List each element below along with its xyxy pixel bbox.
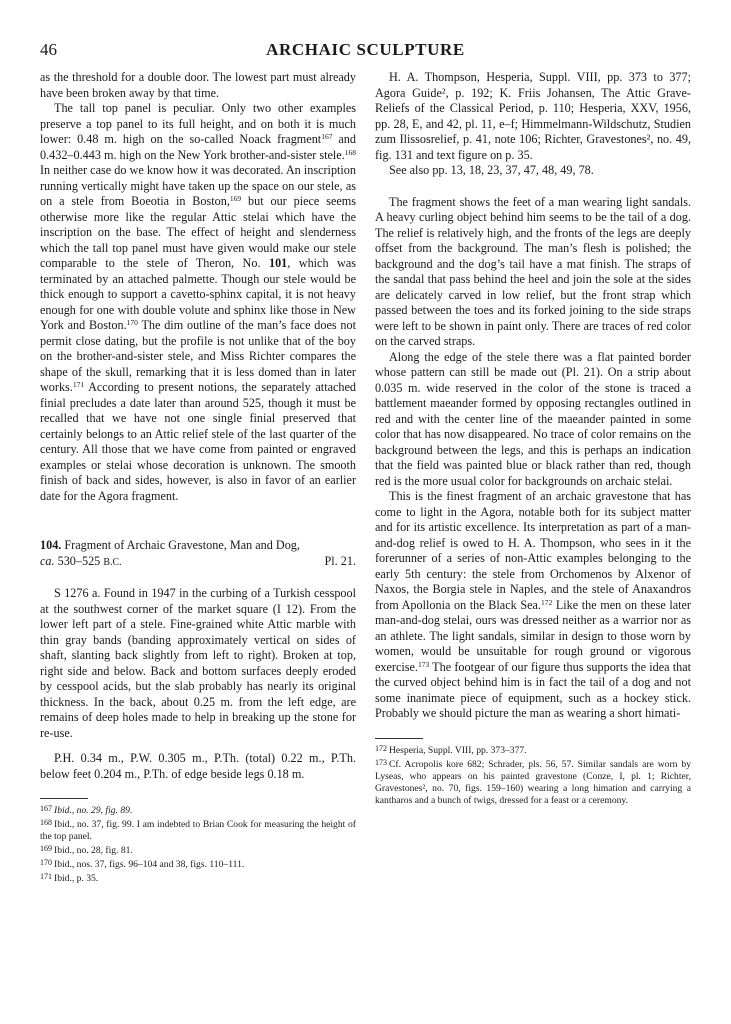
left-column (40, 70, 356, 885)
footnote: $^{167}$ Ibid., no. 29, fig. 89. (40, 804, 133, 816)
entry-date-prefix: ca. (40, 553, 55, 568)
footnote: $^{171}$ Ibid., p. 35. (40, 872, 99, 884)
bibliography: H. A. Thompson, Hesperia, Suppl. VIII, pp. 373 to 377; Agora Guide², p. 192; K. Friis Johansen, The Attic Grave-Reliefs of the Classical Period, p. 110; Hesperia, XXV, 1956, pp. 28, E, and 42, pl. 11, e–f; Himmelmann-Wildschutz, Studien zum Ilissosrelief, p. 41, note 106; Richter, Gravestones², no. 49, fig. 131 and text figure on p. 35. (375, 70, 691, 162)
footnote: $^{170}$ Ibid., nos. 37, figs. 96–104 and 38, figs. 110–111. (40, 858, 245, 870)
page-header (40, 40, 691, 64)
footnote-ref: 173 (417, 659, 430, 669)
footnote-rule (40, 798, 88, 799)
entry-plate: Pl. 21. (324, 553, 356, 568)
footnotes-right (375, 743, 691, 807)
page-number: 46 (40, 40, 57, 59)
footnote: $^{172}$ Hesperia, Suppl. VIII, pp. 373–377. (375, 743, 527, 756)
footnote-ref: 170 (126, 318, 138, 327)
paragraph: Along the edge of the stele there was a flat painted border whose pattern can still be made out (Pl. 21). On a strip about 0.035 m. wide reserved in the color of the stone is traced a battlement maeander formed by opposing rectangles outlined in red and with the center line of the maeander painted in some color that has now disappeared. No trace of color remains on the background between the legs, and this is perhaps an indication that the field was painted blue or black rather than red, though red is the more usual color for backgrounds on archaic stelai. (375, 349, 691, 488)
footnote: $^{169}$ Ibid., no. 28, fig. 81. (40, 844, 133, 856)
footnote-rule (375, 738, 423, 739)
footnote-ref: 169 (229, 194, 242, 203)
footnote-ref: 167 (321, 132, 333, 141)
entry-number: 104. (40, 538, 62, 552)
footnote-ref: 172 (540, 597, 553, 607)
paragraph: as the threshold for a double door. The lowest part must already have been broken away by that time. (40, 70, 356, 100)
entry-dimensions: P.H. 0.34 m., P.W. 0.305 m., P.Th. (total) 0.22 m., P.Th. below feet 0.204 m., P.Th. of edge beside legs 0.18 m. (40, 751, 356, 781)
footnotes-left (40, 803, 356, 885)
entry-era: B.C. (103, 556, 122, 568)
paragraph: This is the finest fragment of an archaic gravestone that has come to light in the Agora, notable both for its subject matter and for its artistic excellence. Its interpretation as part of a man-and-dog relief is owed to H. A. Thompson, who sees in it the forerunner of a series of non-Attic examples belonging to the early 5th century: the stele from Orchomenos by Alxenor of Naxos, the Borgia stele in Naples, and the stele of Anaxandros from Apollonia on the Black Sea.$^{172}$ Like the men on these later man-and-dog stelai, ours was dressed neither as a warrior nor as an athlete. The light sandals, similar in design to those worn by women, would be unsuitable for rough ground or vigorous exercise.$^{173}$ The footgear of our figure thus supports the idea that the curved object behind him is in fact the tail of a dog and not some inanimate piece of equipment, such as a hockey stick. Probably we should picture the man as wearing a short himati- (375, 489, 691, 720)
paragraph: The tall top panel is peculiar. Only two other examples preserve a top panel to its full height, and on both it is much lower: 0.48 m. high on the so-called Noack fragment$^{167}$ and 0.432–0.443 m. high on the New York brother-and-sister stele.$^{168}$ In neither case do we know how it was decorated. An inscription running vertically might have taken up the space on our stele, as on a stele from Boeotia in Boston,$^{169}$ but our piece seems otherwise more like the regular Attic stelai which have the inscription on the base. The effect of height and slenderness which the tall top panel must have given would make our stele comparable to the stele of Theron, No. 101, which was terminated by an attached palmette. Though our stele would be thick enough to support a cavetto-sphinx capital, it is not heavy enough for one with double volute and sphinx like those in New York and Boston.$^{170}$ The dim outline of the man’s face does not permit close dating, but the profile is not unlike that of the boy on the brother-and-sister stele, and Miss Richter compares the shape of the skull, remarking that it is less domed than in later works.$^{171}$ According to present notions, the separately attached finial precludes a date later than around 525, though it must be recalled that we have not one single finial preserved that certainly belongs to an Attic relief stele of the last quarter of the century. All those that we have come from painted or engraved examples or stelai whose decoration is unknown. The smooth finish of back and sides, however, is also in favor of an earlier date for the Agora fragment. (40, 101, 356, 503)
right-column (375, 70, 691, 807)
footnote: $^{173}$ Cf. Acropolis kore 682; Schrader, pls. 56, 57. Similar sandals are worn by Lyseas, who appears on his painted gravestone (Conze, I, pl. 1; Richter, Gravestones², no. 70, figs. 159–160) wearing a long himation and carrying a kantharos and a bunch of twigs, dressed for a feast or a ceremony. (375, 757, 691, 806)
see-also: See also pp. 13, 18, 23, 37, 47, 48, 49, 78. (389, 163, 594, 177)
footnote-ref: 168 (344, 147, 356, 157)
entry-title: Fragment of Archaic Gravestone, Man and Dog, (64, 538, 300, 552)
running-head: ARCHAIC SCULPTURE (266, 40, 465, 59)
entry-date: 530–525 (57, 553, 101, 568)
entry-description: S 1276 a. Found in 1947 in the curbing of a Turkish cesspool at the southwest corner of the market square (I 12). From the lower left part of a stele. Fine-grained white Attic marble with thin gray bands (banding approximately vertical on sides of shaft, slanting back slightly from left to right). Broken at top, right side and below. Back and bottom surfaces deeply eroded by cesspool acids, but the slab probably has nearly its original thickness. In the back, about 0.25 m. from the left edge, are remains of deep holes made to help in breaking up the stone for re-use. (40, 586, 356, 740)
catalogue-number-ref: 101 (268, 256, 288, 270)
footnote-ref: 171 (72, 380, 85, 389)
catalogue-entry-heading (40, 538, 356, 570)
paragraph: The fragment shows the feet of a man wearing light sandals. A heavy curling object behind him seems to be the tail of a dog. The relief is relatively high, and the fronts of the legs are deeply offset from the background. The man’s flesh is polished; the background and the dog’s tail have a mat finish. The straps of the sandal that pass behind the heel and join the sole at the sides are delicately carved in low relief, but the front strap which passed between the toes and its forked joining to the side straps were left to be shown in paint only. There are traces of red color on the carved straps. (375, 194, 691, 348)
footnote: $^{168}$ Ibid., no. 37, fig. 99. I am indebted to Brian Cook for measuring the height of the top panel. (40, 818, 356, 842)
